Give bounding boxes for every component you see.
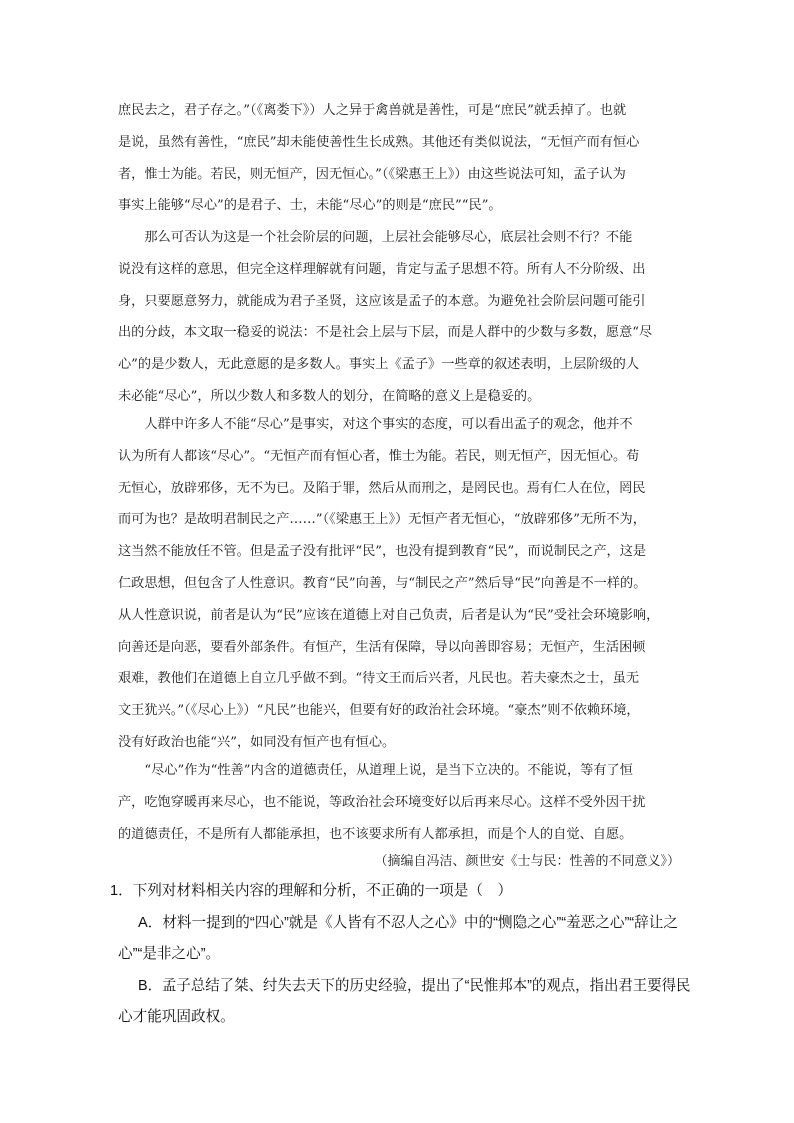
text-line: 人群中许多人不能“尽心”是事实，对这个事实的态度，可以看出孟子的观念，他并不 — [118, 417, 633, 432]
passage-paragraph-3 — [118, 409, 678, 759]
text-line: 产，吃饱穿暖再来尽心，也不能说，等政治社会环境变好以后再来尽心。这样不受外因干扰 — [118, 794, 646, 810]
option-b-line-1[interactable]: B．孟子总结了桀、纣失去天下的历史经验，提出了“民惟邦本”的观点，指出君王要得民 — [138, 978, 691, 994]
passage-paragraph-4 — [118, 755, 678, 850]
text-line: 文王犹兴。”（《尽心上》）“凡民”也能兴，但要有好的政治社会环境。“豪杰”则不依赖环境， — [118, 703, 640, 719]
source-citation: （摘编自冯洁、颜世安《士与民：性善的不同意义》） — [374, 854, 680, 869]
passage-paragraph-1 — [118, 95, 678, 222]
question-stem: 1．下列对材料相关内容的理解和分析，不正确的一项是（ ） — [110, 883, 513, 899]
text-line: 这当然不能放任不管。但是孟子没有批评“民”，也没有提到教育“民”，而说制民之产，这是 — [118, 544, 647, 560]
text-line: 没有好政治也能“兴”，如同没有恒产也有恒心。 — [118, 734, 396, 750]
option-a-line-2[interactable]: 心”“是非之心”。 — [118, 946, 221, 962]
text-line: 而可为也？是故明君制民之产……”（《梁惠王上》）无恒产者无恒心，“放辟邪侈”无所不为， — [118, 512, 646, 528]
text-line: 身，只要愿意努力，就能成为君子圣贤，这应该是孟子的本意。为避免社会阶层问题可能引 — [118, 293, 646, 309]
text-line: 事实上能够“尽心”的是君子、士，未能“尽心”的则是“庶民”“民”。 — [118, 198, 502, 214]
text-line: 艰难，教他们在道德上自立几乎做不到。“待文王而后兴者，凡民也。若夫豪杰之士，虽无 — [118, 671, 640, 687]
option-a-line-1[interactable]: A．材料一提到的“四心”就是《人皆有不忍人之心》中的“恻隐之心”“羞恶之心”“辞让之 — [138, 915, 678, 931]
text-line: 出的分歧，本文取一稳妥的说法：不是社会上层与下层，而是人群中的少数与多数，愿意“尽 — [118, 325, 653, 341]
option-b-line-2[interactable]: 心才能巩固政权。 — [118, 1009, 235, 1025]
text-line: 认为所有人都该“尽心”。“无恒产而有恒心者，惟士为能。若民，则无恒产，因无恒心。苟 — [118, 448, 640, 464]
text-line: 向善还是向恶，要看外部条件。有恒产，生活有保障，导以向善即容易；无恒产，生活困顿 — [118, 639, 646, 655]
text-line: 者，惟士为能。若民，则无恒产，因无恒心。”（《梁惠王上》）由这些说法可知，孟子认为 — [118, 166, 626, 182]
text-line: 心”的是少数人，无此意愿的是多数人。事实上《孟子》一些章的叙述表明，上层阶级的人 — [118, 357, 640, 373]
text-line: 无恒心，放辟邪侈，无不为已。及陷于罪，然后从而刑之，是罔民也。焉有仁人在位，罔民 — [118, 480, 646, 496]
text-line: “尽心”作为“性善”内含的道德责任，从道理上说，是当下立决的。不能说，等有了恒 — [118, 763, 633, 778]
text-line: 庶民去之，君子存之。”（《离娄下》）人之异于禽兽就是善性，可是“庶民”就丢掉了。也就 — [118, 103, 627, 118]
text-line: 未必能“尽心”，所以少数人和多数人的划分，在简略的意义上是稳妥的。 — [118, 388, 541, 404]
text-line: 仁政思想，但包含了人性意识。教育“民”向善，与“制民之产”然后导“民”向善是不一样的。 — [118, 575, 647, 591]
text-line: 那么可否认为这是一个社会阶层的问题，上层社会能够尽心，底层社会则不行？不能 — [118, 230, 633, 245]
text-line: 是说，虽然有善性，“庶民”却未能使善性生长成熟。其他还有类似说法，“无恒产而有恒心 — [118, 134, 640, 150]
passage-paragraph-2 — [118, 222, 678, 413]
text-line: 说没有这样的意思，但完全这样理解就有问题，肯定与孟子思想不符。所有人不分阶级、出 — [118, 261, 646, 277]
text-line: 的道德责任，不是所有人都能承担，也不该要求所有人都承担，而是个人的自觉、自愿。 — [118, 826, 633, 842]
text-line: 从人性意识说，前者是认为“民”应该在道德上对自己负责，后者是认为“民”受社会环境影响， — [118, 607, 660, 623]
